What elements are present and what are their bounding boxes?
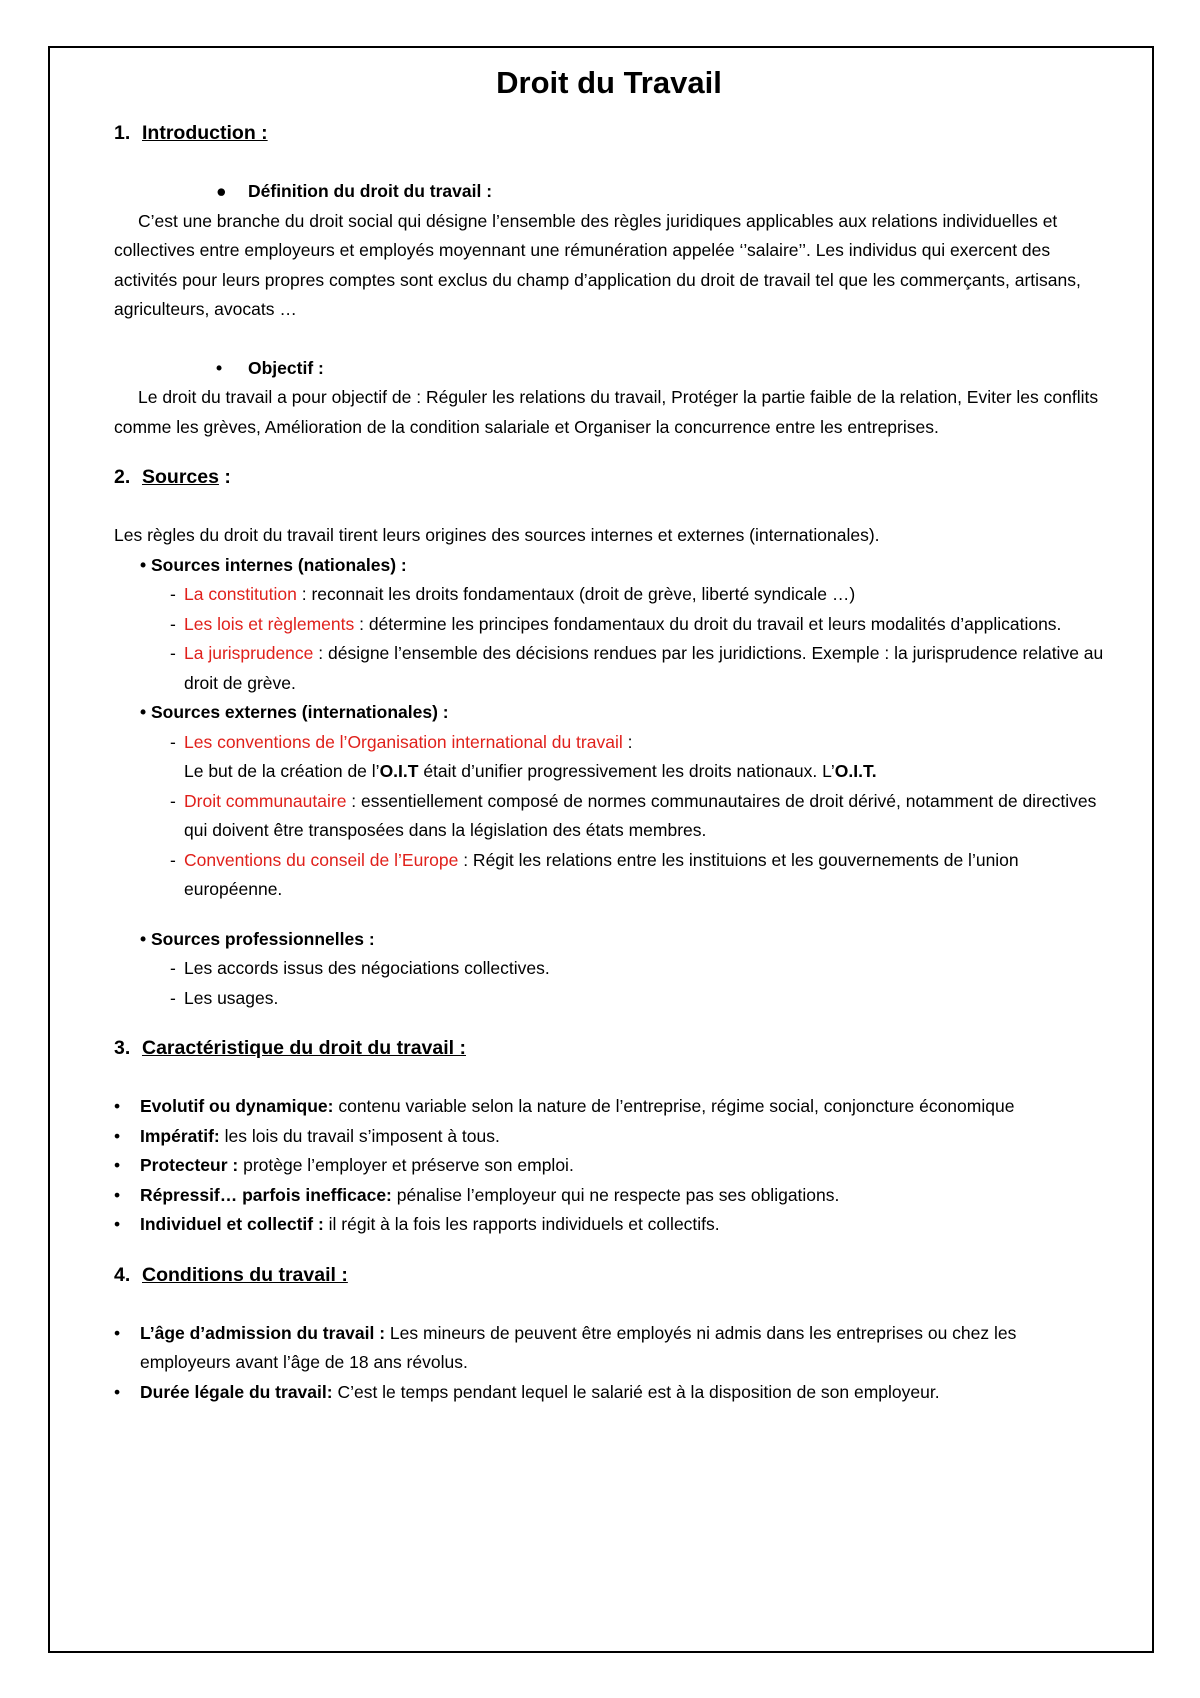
bullet-icon: • bbox=[114, 1184, 121, 1205]
item-term: Répressif… parfois inefficace: bbox=[140, 1184, 392, 1205]
section-number: 2. bbox=[114, 466, 131, 488]
list-item bbox=[114, 639, 1104, 698]
dash-icon: - bbox=[170, 613, 176, 634]
item-desc: protège l’employer et préserve son emploi. bbox=[238, 1155, 574, 1175]
objectif-heading-text: Objectif : bbox=[248, 357, 324, 378]
section-1-heading bbox=[114, 118, 1104, 148]
caracteristiques-list bbox=[114, 1092, 1104, 1240]
source-desc: : bbox=[622, 731, 633, 752]
bullet-icon: • bbox=[216, 357, 223, 378]
list-item-text: Les usages. bbox=[184, 987, 279, 1008]
source-term: La constitution bbox=[184, 584, 297, 604]
source-desc: : détermine les principes fondamentaux du droit du travail et leurs modalités d’applications. bbox=[354, 613, 1062, 634]
item-term: Individuel et collectif : bbox=[140, 1214, 324, 1234]
section-number: 4. bbox=[114, 1263, 131, 1286]
source-desc: : reconnait les droits fondamentaux (droit de grève, liberté syndicale …) bbox=[296, 584, 856, 604]
item-desc: les lois du travail s’imposent à tous. bbox=[219, 1125, 500, 1146]
list-item bbox=[114, 846, 1104, 905]
section-label: Introduction : bbox=[142, 122, 268, 144]
section-label: Caractéristique du droit du travail : bbox=[142, 1037, 466, 1059]
definition-heading-text: Définition du droit du travail : bbox=[248, 181, 493, 201]
item-term: Durée légale du travail: bbox=[140, 1381, 333, 1402]
list-item bbox=[114, 610, 1104, 640]
section-number: 1. bbox=[114, 122, 131, 144]
sources-externes-heading: • Sources externes (internationales) : bbox=[140, 702, 449, 722]
item-desc: il régit à la fois les rapports individuels et collectifs. bbox=[323, 1214, 720, 1234]
document-body bbox=[114, 64, 1104, 1407]
item-desc: C’est le temps pendant lequel le salarié est à la disposition de son employeur. bbox=[332, 1381, 940, 1402]
bullet-icon: • bbox=[114, 1381, 121, 1402]
list-item bbox=[114, 580, 1104, 610]
section-3-heading bbox=[114, 1033, 1104, 1063]
list-item bbox=[114, 984, 1104, 1014]
oit-text: était d’unifier progressivement les droits nationaux. L’ bbox=[418, 761, 835, 781]
dash-icon: - bbox=[170, 790, 176, 811]
section-label: Conditions du travail : bbox=[142, 1263, 348, 1286]
conditions-list bbox=[114, 1319, 1104, 1408]
item-term: Evolutif ou dynamique: bbox=[140, 1096, 334, 1116]
section-4-heading bbox=[114, 1260, 1104, 1290]
sources-intro: Les règles du droit du travail tirent leurs origines des sources internes et externes (internationales). bbox=[114, 525, 880, 545]
objectif-heading bbox=[114, 354, 1104, 384]
oit-text: Le but de la création de l’ bbox=[184, 761, 380, 781]
source-desc: : essentiellement composé de normes communautaires de droit dérivé, notamment de directives qui doivent être transposées dans la législation des états membres. bbox=[184, 790, 1097, 840]
definition-heading bbox=[114, 177, 1104, 207]
oit-abbr: O.I.T. bbox=[834, 761, 877, 781]
item-term: Impératif: bbox=[140, 1125, 220, 1146]
item-term: Protecteur : bbox=[140, 1155, 239, 1175]
sources-internes-heading: • Sources internes (nationales) : bbox=[140, 554, 407, 575]
list-item bbox=[114, 1122, 1104, 1152]
source-term: Les lois et règlements bbox=[184, 613, 355, 634]
dash-icon: - bbox=[170, 643, 176, 663]
list-item bbox=[114, 1210, 1104, 1240]
list-item bbox=[114, 1092, 1104, 1122]
bullet-icon: • bbox=[114, 1096, 121, 1116]
section-label-suffix: : bbox=[218, 466, 231, 488]
bullet-icon: • bbox=[114, 1322, 121, 1343]
item-desc: Les mineurs de peuvent être employés ni admis dans les entreprises ou chez les employeurs avant l’âge de 18 ans révolus. bbox=[140, 1322, 1017, 1372]
source-desc: : Régit les relations entre les instituions et les gouvernements de l’union européenne. bbox=[184, 849, 1019, 899]
dash-icon: - bbox=[170, 849, 176, 870]
item-term: L’âge d’admission du travail : bbox=[140, 1322, 386, 1343]
dash-icon: - bbox=[170, 987, 176, 1008]
source-term: Les conventions de l’Organisation international du travail bbox=[184, 731, 623, 752]
list-item bbox=[114, 954, 1104, 984]
definition-paragraph: C’est une branche du droit social qui désigne l’ensemble des règles juridiques applicables aux relations individuelles et collectives entre employeurs et employés moyennant une rémunération appelée ‘’salaire’’. Les individus qui exercent des activités pour leurs propres comptes sont exclus du champ d’application du droit de travail tel que les commerçants, artisans, agriculteurs, avocats … bbox=[114, 210, 1081, 319]
source-term: Conventions du conseil de l’Europe bbox=[184, 849, 459, 870]
source-desc: : désigne l’ensemble des décisions rendues par les juridictions. Exemple : la jurisprudence relative au droit de grève. bbox=[184, 643, 1104, 693]
list-item-text: Les accords issus des négociations collectives. bbox=[184, 958, 550, 978]
list-item bbox=[114, 1378, 1104, 1408]
item-desc: contenu variable selon la nature de l’entreprise, régime social, conjoncture économique bbox=[333, 1096, 1015, 1116]
list-item bbox=[114, 1151, 1104, 1181]
list-item bbox=[114, 787, 1104, 846]
item-desc: pénalise l’employeur qui ne respecte pas ses obligations. bbox=[391, 1184, 840, 1205]
dash-icon: - bbox=[170, 958, 176, 978]
section-2-heading bbox=[114, 462, 1104, 492]
objectif-paragraph: Le droit du travail a pour objectif de : Réguler les relations du travail, Protéger la partie faible de la relation, Eviter les conflits comme les grèves, Amélioration de la condition salariale et Organiser la concurrence entre les entreprises. bbox=[114, 387, 1099, 437]
oit-abbr: O.I.T bbox=[379, 761, 419, 781]
dash-icon: - bbox=[170, 731, 176, 752]
section-label: Sources bbox=[142, 466, 219, 488]
list-item bbox=[114, 728, 1104, 787]
list-item bbox=[114, 1319, 1104, 1378]
bullet-icon: • bbox=[114, 1214, 121, 1234]
list-item bbox=[114, 1181, 1104, 1211]
source-term: Droit communautaire bbox=[184, 790, 347, 811]
bullet-icon: ● bbox=[216, 181, 227, 201]
section-number: 3. bbox=[114, 1037, 131, 1059]
dash-icon: - bbox=[170, 584, 176, 604]
bullet-icon: • bbox=[114, 1155, 121, 1175]
bullet-icon: • bbox=[114, 1125, 121, 1146]
source-term: La jurisprudence bbox=[184, 643, 314, 663]
sources-professionnelles-heading: • Sources professionnelles : bbox=[140, 928, 375, 949]
document-title: Droit du Travail bbox=[496, 65, 722, 100]
